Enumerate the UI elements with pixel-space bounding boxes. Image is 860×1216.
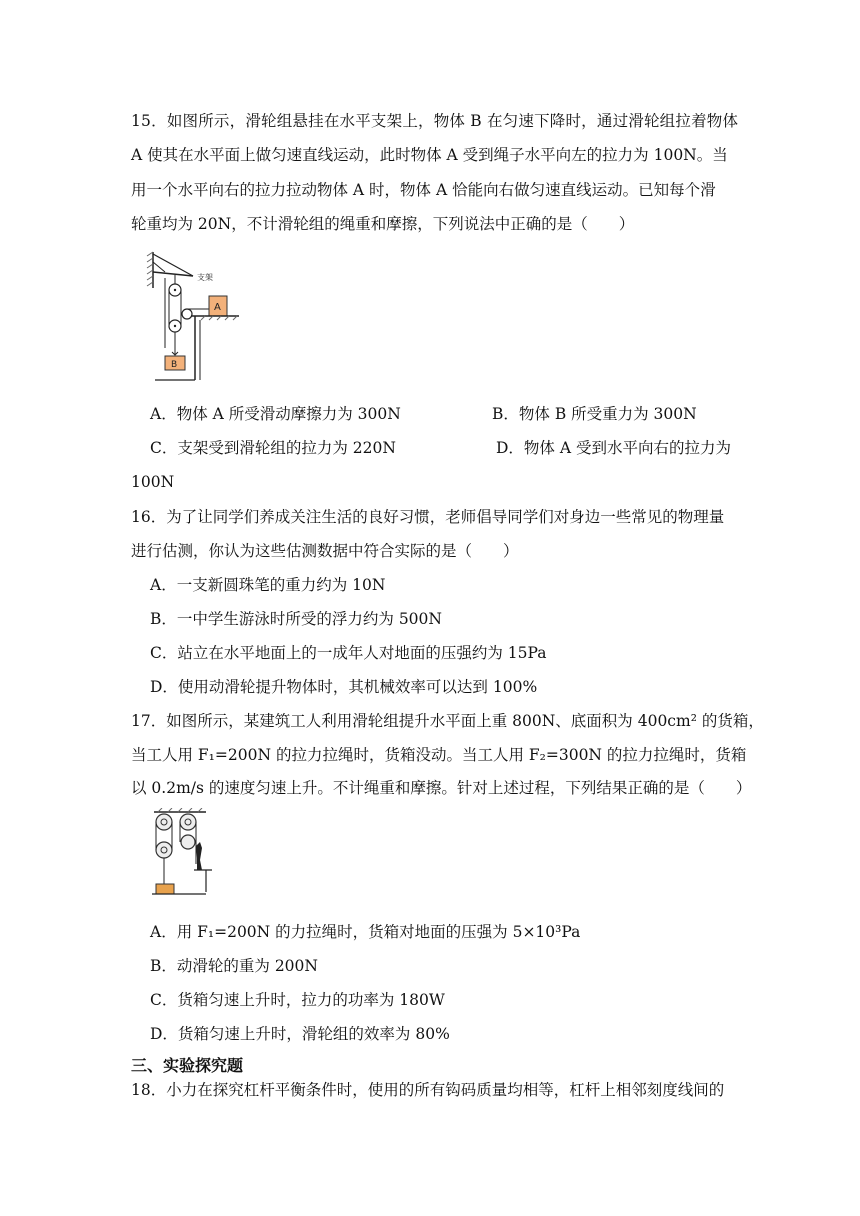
q17-option-d: D．货箱匀速上升时，滑轮组的效率为 80% bbox=[150, 1025, 450, 1043]
q15-line-4: 轮重均为 20N，不计滑轮组的绳重和摩擦，下列说法中正确的是（ ） bbox=[131, 215, 635, 233]
q15-option-d: D．物体 A 受到水平向右的拉力为 bbox=[496, 439, 731, 457]
q15-option-a: A．物体 A 所受滑动摩擦力为 300N bbox=[150, 405, 401, 423]
q17-option-b: B．动滑轮的重为 200N bbox=[150, 957, 318, 975]
q15-pulley-figure bbox=[145, 248, 245, 388]
q15-option-b: B．物体 B 所受重力为 300N bbox=[492, 405, 697, 423]
q16-option-a: A．一支新圆珠笔的重力约为 10N bbox=[150, 576, 386, 594]
q15-line-2: A 使其在水平面上做匀速直线运动，此时物体 A 受到绳子水平向左的拉力为 100N。当 bbox=[131, 146, 728, 164]
q17-line-1: 17．如图所示，某建筑工人利用滑轮组提升水平面上重 800N、底面积为 400cm² 的货箱， bbox=[131, 712, 764, 730]
block-b-label: B bbox=[171, 360, 178, 370]
q15-option-d-continued: 100N bbox=[131, 473, 175, 491]
q15-line-3: 用一个水平向右的拉力拉动物体 A 时，物体 A 恰能向右做匀速直线运动。已知每个滑 bbox=[131, 181, 716, 199]
section-3-heading: 三、实验探究题 bbox=[131, 1056, 244, 1075]
q15-line-1: 15．如图所示，滑轮组悬挂在水平支架上，物体 B 在匀速下降时，通过滑轮组拉着物体 bbox=[131, 112, 739, 130]
q16-option-b: B．一中学生游泳时所受的浮力约为 500N bbox=[150, 610, 442, 628]
q16-line-1: 16．为了让同学们养成关注生活的良好习惯，老师倡导同学们对身边一些常见的物理量 bbox=[131, 508, 725, 526]
q16-option-d: D．使用动滑轮提升物体时，其机械效率可以达到 100% bbox=[150, 678, 538, 696]
q15-option-c: C．支架受到滑轮组的拉力为 220N bbox=[150, 439, 396, 457]
q18-line-1: 18．小力在探究杠杆平衡条件时，使用的所有钩码质量均相等，杠杆上相邻刻度线间的 bbox=[131, 1081, 725, 1099]
q17-line-3: 以 0.2m/s 的速度匀速上升。不计绳重和摩擦。针对上述过程，下列结果正确的是（ ） bbox=[131, 779, 752, 797]
q16-line-2: 进行估测，你认为这些估测数据中符合实际的是（ ） bbox=[131, 542, 519, 560]
q17-pulley-figure bbox=[150, 808, 220, 908]
block-a-label: A bbox=[214, 302, 221, 313]
q17-line-2: 当工人用 F₁=200N 的拉力拉绳时，货箱没动。当工人用 F₂=300N 的拉力拉绳时，货箱 bbox=[131, 746, 747, 764]
q16-option-c: C．站立在水平地面上的一成年人对地面的压强约为 15Pa bbox=[150, 644, 547, 662]
support-label: 支架 bbox=[197, 273, 213, 282]
q17-option-c: C．货箱匀速上升时，拉力的功率为 180W bbox=[150, 991, 445, 1009]
q17-option-a: A．用 F₁=200N 的力拉绳时，货箱对地面的压强为 5×10³Pa bbox=[150, 923, 581, 941]
